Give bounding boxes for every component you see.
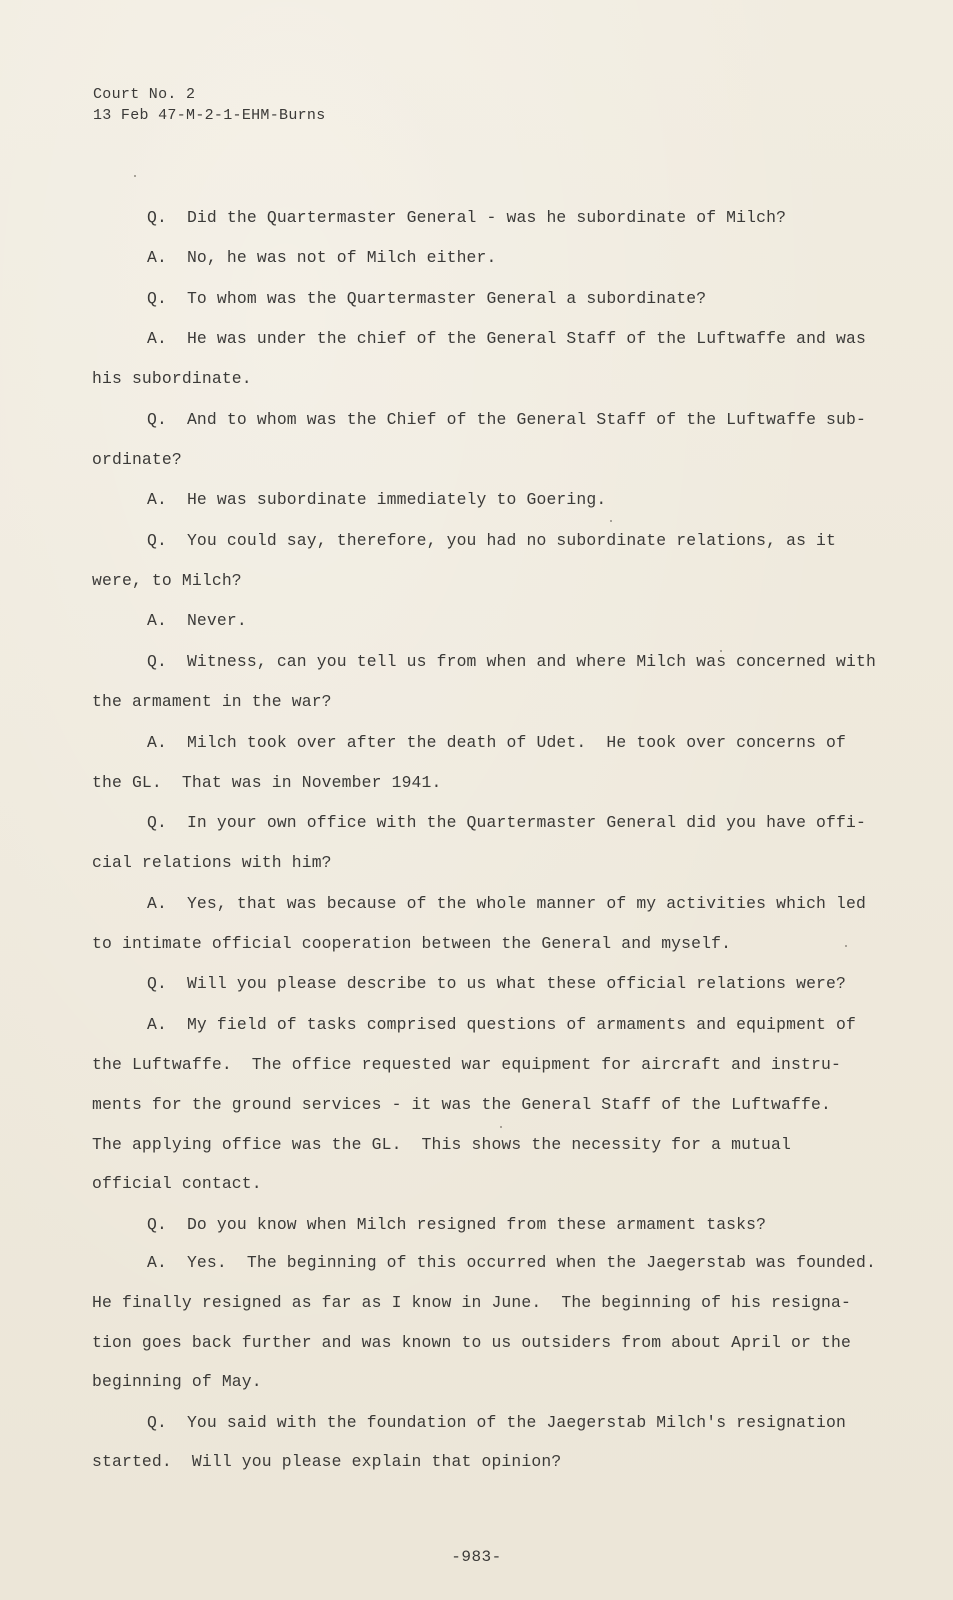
paper-speck — [610, 520, 612, 522]
transcript-line: Q. Will you please describe to us what these official relations were? — [147, 974, 847, 993]
transcript-line: started. Will you please explain that opinion? — [92, 1452, 562, 1471]
transcript-line: beginning of May. — [92, 1372, 262, 1391]
document-header — [93, 84, 326, 126]
transcript-line: ments for the ground services - it was the General Staff of the Luftwaffe. — [92, 1095, 831, 1114]
transcript-line: cial relations with him? — [92, 853, 332, 872]
transcript-line: A. Never. — [147, 611, 247, 630]
transcript-line: A. Yes. The beginning of this occurred when the Jaegerstab was founded. — [147, 1253, 876, 1272]
transcript-line: were, to Milch? — [92, 571, 242, 590]
transcript-line: the GL. That was in November 1941. — [92, 773, 442, 792]
session-reference: 13 Feb 47-M-2-1-EHM-Burns — [93, 107, 326, 124]
transcript-line: tion goes back further and was known to us outsiders from about April or the — [92, 1333, 851, 1352]
transcript-line: A. My field of tasks comprised questions of armaments and equipment of — [147, 1015, 857, 1034]
transcript-line: Q. You said with the foundation of the Jaegerstab Milch's resignation — [147, 1413, 847, 1432]
transcript-line: A. No, he was not of Milch either. — [147, 248, 497, 267]
transcript-line: A. Yes, that was because of the whole manner of my activities which led — [147, 894, 866, 913]
transcript-line: Q. Do you know when Milch resigned from these armament tasks? — [147, 1215, 767, 1234]
paper-speck — [845, 945, 847, 947]
transcript-line: to intimate official cooperation between the General and myself. — [92, 934, 732, 953]
court-number: Court No. 2 — [93, 86, 196, 103]
transcript-line: A. He was subordinate immediately to Goering. — [147, 490, 607, 509]
transcript-line: his subordinate. — [92, 369, 252, 388]
transcript-line: Q. In your own office with the Quartermaster General did you have offi- — [147, 813, 866, 832]
transcript-line: Q. You could say, therefore, you had no subordinate relations, as it — [147, 531, 837, 550]
paper-speck — [500, 1126, 502, 1128]
paper-speck — [720, 650, 722, 652]
page-number: -983- — [451, 1548, 502, 1566]
transcript-line: He finally resigned as far as I know in June. The beginning of his resigna- — [92, 1293, 851, 1312]
transcript-line: The applying office was the GL. This shows the necessity for a mutual — [92, 1135, 792, 1154]
transcript-line: official contact. — [92, 1174, 262, 1193]
transcript-line: A. Milch took over after the death of Udet. He took over concerns of — [147, 733, 847, 752]
transcript-line: the armament in the war? — [92, 692, 332, 711]
transcript-line: Q. Did the Quartermaster General - was he subordinate of Milch? — [147, 208, 787, 227]
transcript-line: Q. And to whom was the Chief of the General Staff of the Luftwaffe sub- — [147, 410, 866, 429]
transcript-line: A. He was under the chief of the General Staff of the Luftwaffe and was — [147, 329, 866, 348]
transcript-line: the Luftwaffe. The office requested war equipment for aircraft and instru- — [92, 1055, 841, 1074]
transcript-line: ordinate? — [92, 450, 182, 469]
paper-speck — [134, 175, 136, 177]
transcript-line: Q. Witness, can you tell us from when and where Milch was concerned with — [147, 652, 876, 671]
transcript-line: Q. To whom was the Quartermaster General a subordinate? — [147, 289, 707, 308]
